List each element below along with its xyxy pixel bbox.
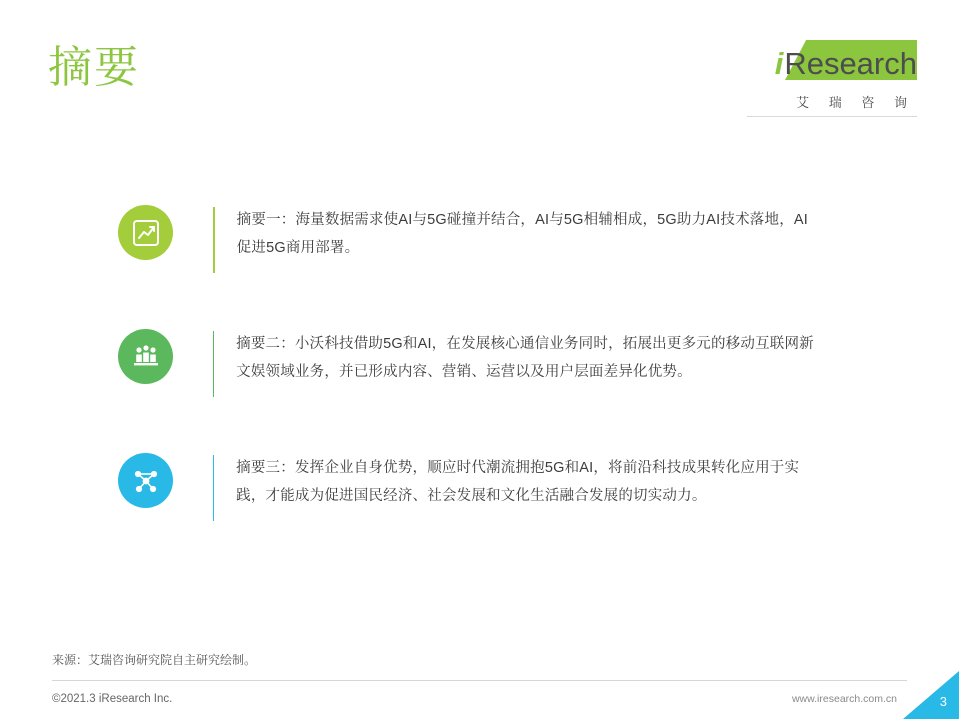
list-item-text: 摘要二：小沃科技借助5G和AI，在发展核心通信业务同时，拓展出更多元的移动互联网新文娱领域业务，并已形成内容、营销、运营以及用户层面差异化优势。	[236, 336, 814, 381]
summary-list	[118, 205, 818, 523]
logo-wordmark	[775, 46, 917, 82]
row-divider	[213, 455, 214, 521]
website-url: www.iresearch.com.cn	[791, 693, 897, 705]
list-item	[118, 329, 818, 399]
list-item	[118, 205, 818, 275]
page-title: 摘要	[48, 43, 140, 92]
row-divider	[213, 331, 214, 397]
page-number: 3	[939, 694, 947, 709]
list-item-text: 摘要一：海量数据需求使AI与5G碰撞并结合，AI与5G相辅相成，5G助力AI技术落地，AI促进5G商用部署。	[236, 212, 808, 257]
row-divider	[213, 207, 215, 273]
network-nodes-icon	[130, 465, 162, 497]
footer-divider	[52, 680, 907, 681]
chart-trend-badge	[118, 205, 173, 260]
source-note: 来源：艾瑞咨询研究院自主研究绘制。	[52, 653, 257, 667]
copyright-text: ©2021.3 iResearch Inc.	[52, 693, 173, 705]
logo-letter-i: i	[774, 46, 784, 81]
corner-accent	[903, 671, 959, 719]
logo-chinese-name: 艾 瑞 咨 询	[796, 95, 915, 110]
logo-divider	[747, 116, 917, 117]
people-group-badge	[118, 329, 173, 384]
list-item-text: 摘要三：发挥企业自身优势，顺应时代潮流拥抱5G和AI，将前沿科技成果转化应用于实践，才能成为促进国民经济、社会发展和文化生活融合发展的切实动力。	[236, 460, 800, 505]
network-nodes-badge	[118, 453, 173, 508]
people-group-icon	[130, 342, 162, 372]
logo	[747, 40, 917, 125]
logo-word-research: Research	[784, 46, 917, 81]
list-item	[118, 453, 818, 523]
chart-trend-icon	[131, 218, 161, 248]
